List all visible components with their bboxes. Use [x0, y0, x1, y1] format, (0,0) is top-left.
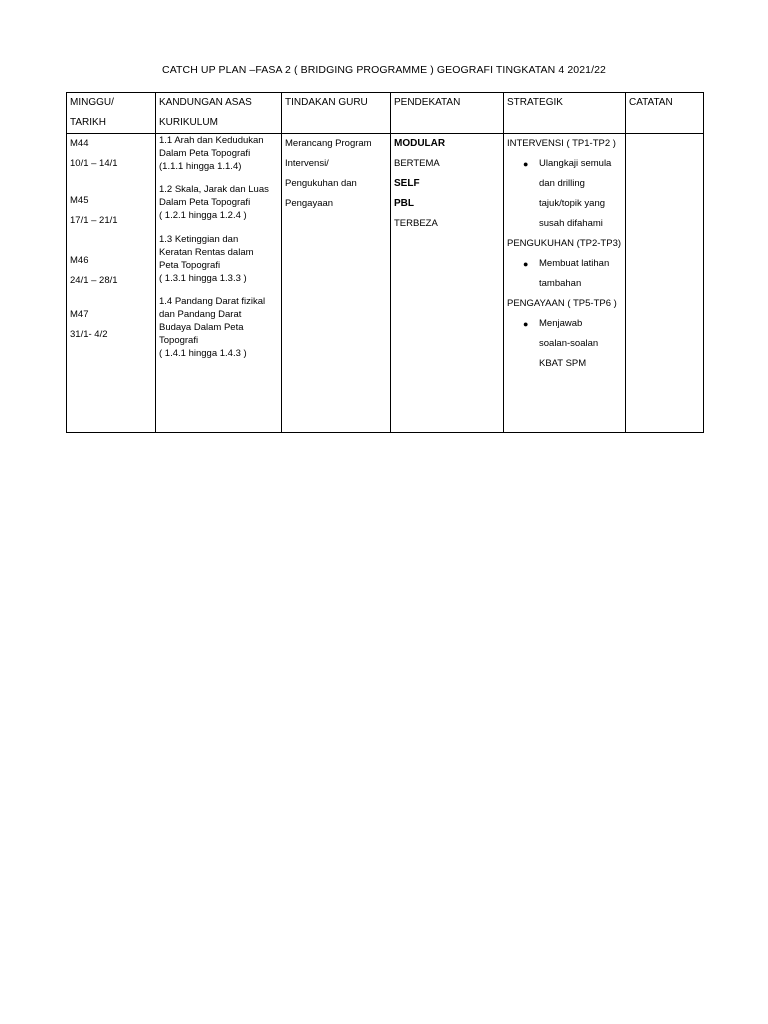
header-pendekatan [391, 93, 504, 134]
strategik-cell [504, 134, 626, 433]
topic-line: 1.2 Skala, Jarak dan Luas [159, 184, 269, 195]
week-code: M47 [70, 309, 89, 320]
week-date: 24/1 – 28/1 [70, 275, 118, 286]
header-strategik [504, 93, 626, 134]
week-code: M46 [70, 255, 89, 266]
strategy-list [507, 254, 622, 294]
topic-line: 1.4 Pandang Darat fizikal [159, 296, 266, 307]
approach-self: SELF [394, 178, 420, 189]
header-minggu-tarikh [67, 93, 156, 134]
topic-line: 1.3 Ketinggian dan [159, 234, 239, 245]
bullet-icon: ● [523, 319, 529, 329]
strategy-heading-intervensi: INTERVENSI ( TP1-TP2 ) [507, 138, 616, 149]
guru-line: Pengukuhan dan [285, 178, 357, 189]
header-minggu-line1: MINGGU/ [70, 97, 114, 108]
bullet-item [507, 254, 622, 294]
bullet-line: Menjawab [539, 318, 583, 329]
topic-item [159, 295, 278, 360]
catatan-cell [626, 134, 704, 433]
topic-line: ( 1.2.1 hingga 1.2.4 ) [159, 210, 247, 221]
header-pendekatan-label: PENDEKATAN [394, 97, 461, 108]
strategy-list [507, 154, 622, 234]
topic-item [159, 233, 278, 285]
header-minggu-line2: TARIKH [70, 117, 106, 128]
bullet-item [507, 314, 622, 374]
approach-terbeza: TERBEZA [394, 218, 438, 229]
guru-line: Intervensi/ [285, 158, 329, 169]
header-tindakan-label: TINDAKAN GURU [285, 97, 368, 108]
bullet-line: tajuk/topik yang [539, 198, 606, 209]
header-kandungan-line1: KANDUNGAN ASAS [159, 97, 252, 108]
topic-line: Budaya Dalam Peta [159, 322, 244, 333]
header-catatan [626, 93, 704, 134]
topic-line: Keratan Rentas dalam [159, 247, 254, 258]
topic-item [159, 183, 278, 222]
tindakan-guru-cell [282, 134, 391, 433]
week-date: 31/1- 4/2 [70, 329, 108, 340]
topic-line: dan Pandang Darat [159, 309, 242, 320]
week-block [70, 251, 152, 291]
topic-line: ( 1.3.1 hingga 1.3.3 ) [159, 273, 247, 284]
catch-up-plan-table [66, 92, 704, 433]
header-strategik-label: STRATEGIK [507, 97, 563, 108]
header-kandungan-line2: KURIKULUM [159, 117, 218, 128]
strategy-list [507, 314, 622, 374]
strategy-heading-pengukuhan: PENGUKUHAN (TP2-TP3) [507, 238, 622, 249]
approach-pbl: PBL [394, 198, 414, 209]
topic-line: Dalam Peta Topografi [159, 197, 251, 208]
week-block [70, 134, 152, 174]
topic-line: Topografi [159, 335, 199, 346]
kandungan-cell [156, 134, 282, 433]
header-kandungan [156, 93, 282, 134]
header-row [67, 93, 704, 134]
bullet-line: susah difahami [539, 218, 603, 229]
plan-row [67, 134, 704, 433]
guru-line: Pengayaan [285, 198, 334, 209]
guru-line: Merancang Program [285, 138, 372, 149]
topic-line: ( 1.4.1 hingga 1.4.3 ) [159, 348, 247, 359]
bullet-icon: ● [523, 159, 529, 169]
bullet-line: Membuat latihan [539, 258, 610, 269]
bullet-line: dan drilling [539, 178, 585, 189]
document-title: CATCH UP PLAN –FASA 2 ( BRIDGING PROGRAMME ) GEOGRAFI TINGKATAN 4 2021/22 [162, 64, 606, 76]
topic-line: Dalam Peta Topografi [159, 148, 251, 159]
topic-line: 1.1 Arah dan Kedudukan [159, 135, 264, 146]
bullet-icon: ● [523, 259, 529, 269]
week-code: M45 [70, 195, 89, 206]
header-catatan-label: CATATAN [629, 97, 673, 108]
week-date: 17/1 – 21/1 [70, 215, 118, 226]
week-block [70, 191, 152, 231]
week-block [70, 305, 152, 345]
week-date: 10/1 – 14/1 [70, 158, 118, 169]
topic-line: (1.1.1 hingga 1.1.4) [159, 161, 242, 172]
topic-line: Peta Topografi [159, 260, 221, 271]
bullet-item [507, 154, 622, 234]
weeks-cell [67, 134, 156, 433]
pendekatan-cell [391, 134, 504, 433]
bullet-line: soalan-soalan [539, 338, 599, 349]
approach-bertema: BERTEMA [394, 158, 440, 169]
week-code: M44 [70, 138, 89, 149]
bullet-line: tambahan [539, 278, 582, 289]
bullet-line: KBAT SPM [539, 358, 587, 369]
header-tindakan-guru [282, 93, 391, 134]
bullet-line: Ulangkaji semula [539, 158, 612, 169]
approach-modular: MODULAR [394, 138, 446, 149]
strategy-heading-pengayaan: PENGAYAAN ( TP5-TP6 ) [507, 298, 617, 309]
topic-item [159, 134, 278, 173]
